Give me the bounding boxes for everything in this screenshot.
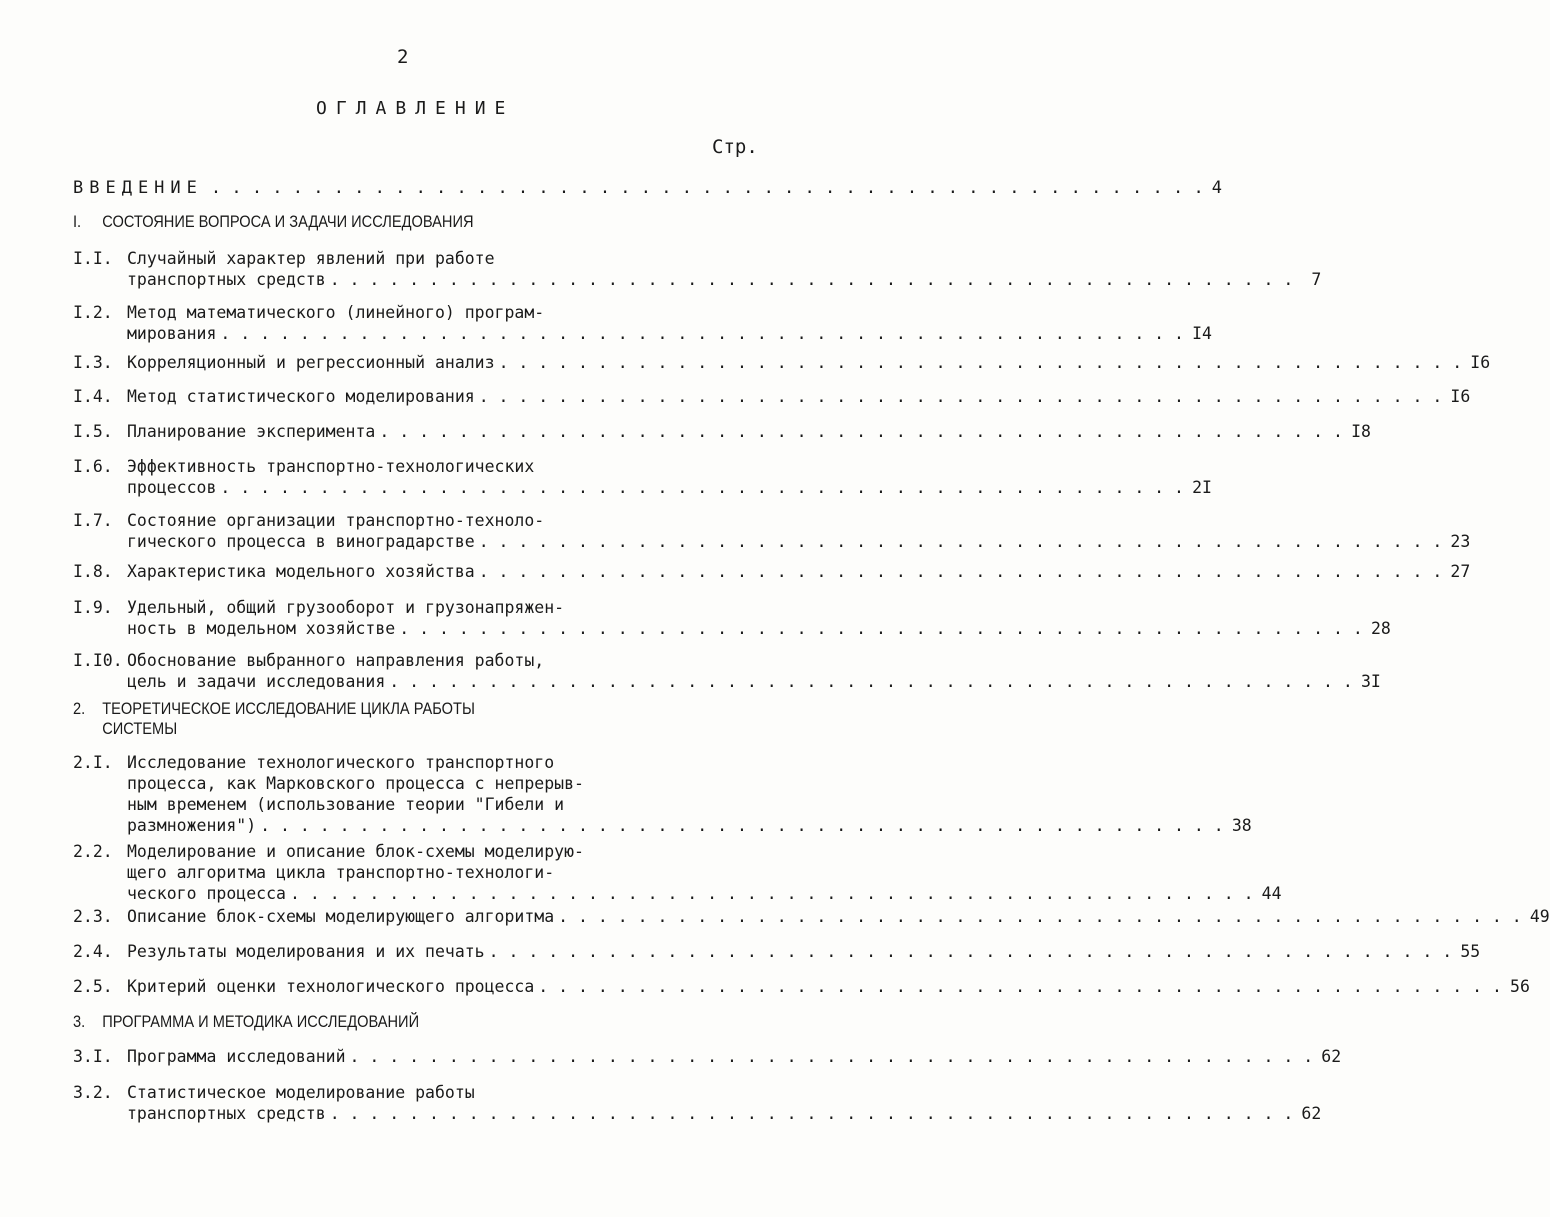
section-title-final-line bbox=[127, 561, 1471, 582]
chapter-2-number: 2. bbox=[73, 699, 86, 718]
chapter-1-title: СОСТОЯНИЕ ВОПРОСА И ЗАДАЧИ ИССЛЕДОВАНИЯ bbox=[102, 212, 474, 231]
toc-entry-line bbox=[73, 773, 756, 794]
toc-entry-line bbox=[73, 386, 1471, 407]
toc-entry-line bbox=[73, 650, 756, 671]
toc-entry bbox=[73, 941, 1481, 962]
dot-leader: . . . . . . . . . . . . . . . . . . . . . . . . . . . . . . . . . . . . . . . . . . . . . . . . . bbox=[349, 1047, 1314, 1066]
chapter-2-title-line2: СИСТЕМЫ bbox=[102, 719, 178, 738]
chapter-3-heading bbox=[73, 1012, 419, 1032]
dot-leader: . . . . . . . . . . . . . . . . . . . . . . . . . . . . . . . . . . . . . . . . . . . . . . . . . bbox=[558, 907, 1522, 926]
toc-entry-line bbox=[73, 1046, 1342, 1067]
toc-entry bbox=[73, 650, 1381, 692]
page-reference: I6 bbox=[1470, 353, 1491, 372]
section-title-text: Статистическое моделирование работы bbox=[127, 1083, 475, 1102]
dot-leader: . . . . . . . . . . . . . . . . . . . . . . . . . . . . . . . . . . . . . . . . . . . . . . . . . bbox=[329, 270, 1294, 289]
section-title-text: щего алгоритма цикла транспортно-технологи- bbox=[127, 863, 555, 882]
toc-entry bbox=[73, 597, 1391, 639]
page-reference: 28 bbox=[1370, 619, 1391, 638]
section-title-text: размножения") bbox=[127, 816, 257, 835]
section-title-text: Случайный характер явлений при работе bbox=[127, 249, 495, 268]
dot-leader: . . . . . . . . . . . . . . . . . . . . . . . . . . . . . . . . . . . . . . . . . . . . . . . . . bbox=[478, 562, 1443, 581]
section-title-text: транспортных средств bbox=[127, 270, 326, 289]
page-column-label: Стр. bbox=[712, 136, 758, 158]
toc-entry bbox=[73, 302, 1212, 344]
section-title-text: Состояние организации транспортно-техноло- bbox=[127, 511, 545, 530]
toc-entry bbox=[73, 248, 1322, 290]
toc-entry bbox=[73, 752, 1252, 836]
toc-entry bbox=[73, 841, 1282, 904]
toc-entry-line bbox=[73, 302, 756, 323]
section-title-text: Эффективность транспортно-технологических bbox=[127, 457, 535, 476]
section-number: I.5. bbox=[73, 422, 113, 441]
page-reference: 49 bbox=[1529, 907, 1550, 926]
toc-entry bbox=[73, 1046, 1342, 1067]
section-title-text: Корреляционный и регрессионный анализ bbox=[127, 353, 495, 372]
section-title-text: цель и задачи исследования bbox=[127, 672, 386, 691]
section-title-text: Обоснование выбранного направления работы, bbox=[127, 651, 545, 670]
section-title-text: ность в модельном хозяйстве bbox=[127, 619, 396, 638]
toc-entry-line bbox=[73, 1082, 756, 1103]
page-reference: 2I bbox=[1192, 478, 1212, 497]
dot-leader: . . . . . . . . . . . . . . . . . . . . . . . . . . . . . . . . . . . . . . . . . . . . . . . . . bbox=[498, 353, 1463, 372]
toc-entry-line bbox=[73, 421, 1371, 442]
toc-entry-line bbox=[73, 618, 1391, 639]
section-title-text: Метод статистического моделирования bbox=[127, 387, 475, 406]
dot-leader: . . . . . . . . . . . . . . . . . . . . . . . . . . . . . . . . . . . . . . . . . . . . . . . . . bbox=[220, 478, 1184, 497]
section-number: 2.5. bbox=[73, 977, 113, 996]
section-title-final-line bbox=[127, 386, 1471, 407]
page-reference: 55 bbox=[1460, 942, 1481, 961]
toc-entry-line bbox=[73, 269, 1322, 290]
toc-entry-line bbox=[73, 815, 1252, 836]
section-title-text: Моделирование и описание блок-схемы моделирую- bbox=[127, 842, 584, 861]
page-reference: I4 bbox=[1192, 324, 1212, 343]
section-title-text: ным временем (использование теории "Гибели и bbox=[127, 795, 565, 814]
toc-entry-line bbox=[73, 352, 1491, 373]
section-title-final-line bbox=[127, 323, 1212, 344]
page-title: ОГЛАВЛЕНИЕ bbox=[316, 98, 515, 119]
section-title-final-line bbox=[127, 671, 1381, 692]
page-number: 2 bbox=[397, 46, 409, 68]
dot-leader: . . . . . . . . . . . . . . . . . . . . . . . . . . . . . . . . . . . . . . . . . . . . . . . . . bbox=[389, 672, 1353, 691]
section-title-text: Результаты моделирования и их печать bbox=[127, 942, 485, 961]
section-title-final-line bbox=[127, 1103, 1322, 1124]
section-title-final-line bbox=[127, 531, 1471, 552]
toc-entry bbox=[73, 1082, 1322, 1124]
toc-entry-line bbox=[73, 841, 756, 862]
toc-entry bbox=[73, 906, 1550, 927]
toc-entry-line bbox=[73, 323, 1212, 344]
section-number: 2.3. bbox=[73, 907, 113, 926]
dot-leader: . . . . . . . . . . . . . . . . . . . . . . . . . . . . . . . . . . . . . . . . . . . . . . . . . bbox=[488, 942, 1453, 961]
section-number: I.8. bbox=[73, 562, 113, 581]
page-reference: I6 bbox=[1450, 387, 1471, 406]
dot-leader: . . . . . . . . . . . . . . . . . . . . . . . . . . . . . . . . . . . . . . . . . . . . . . . . . bbox=[210, 178, 1204, 198]
section-title-final-line bbox=[127, 352, 1491, 373]
toc-entry bbox=[73, 456, 1212, 498]
section-title-final-line bbox=[127, 941, 1481, 962]
chapter-3-title: ПРОГРАММА И МЕТОДИКА ИССЛЕДОВАНИЙ bbox=[102, 1012, 420, 1031]
chapter-3-number: 3. bbox=[73, 1012, 86, 1031]
page-reference: 56 bbox=[1510, 977, 1530, 996]
section-number: 3.2. bbox=[73, 1083, 113, 1102]
dot-leader: . . . . . . . . . . . . . . . . . . . . . . . . . . . . . . . . . . . . . . . . . . . . . . . . . bbox=[220, 324, 1184, 343]
page-reference: 7 bbox=[1311, 270, 1322, 289]
toc-entry bbox=[73, 386, 1471, 407]
dot-leader: . . . . . . . . . . . . . . . . . . . . . . . . . . . . . . . . . . . . . . . . . . . . . . . . . bbox=[478, 387, 1443, 406]
section-title-text: мирования bbox=[127, 324, 217, 343]
section-number: I.7. bbox=[73, 511, 113, 530]
toc-entry-line bbox=[73, 976, 1530, 997]
chapter-1-number: I. bbox=[73, 212, 82, 231]
section-title-final-line bbox=[127, 618, 1391, 639]
toc-entry-line bbox=[73, 1103, 1322, 1124]
section-title-text: Метод математического (линейного) програм- bbox=[127, 303, 545, 322]
dot-leader: . . . . . . . . . . . . . . . . . . . . . . . . . . . . . . . . . . . . . . . . . . . . . . . . . bbox=[379, 422, 1343, 441]
toc-entry bbox=[73, 561, 1471, 582]
section-title-text: Программа исследований bbox=[127, 1047, 346, 1066]
toc-entry-line bbox=[73, 906, 1550, 927]
section-number: 2.4. bbox=[73, 942, 113, 961]
section-title-text: Планирование эксперимента bbox=[127, 422, 376, 441]
section-title-final-line bbox=[127, 883, 1282, 904]
section-title-text: процессов bbox=[127, 478, 217, 497]
toc-entry-line bbox=[73, 794, 756, 815]
page-reference: 62 bbox=[1301, 1104, 1322, 1123]
toc-entry-line bbox=[73, 671, 1381, 692]
toc-intro bbox=[73, 176, 1222, 200]
section-title-text: Исследование технологического транспортного bbox=[127, 753, 555, 772]
section-title-final-line bbox=[127, 815, 1252, 836]
toc-entry-line bbox=[73, 456, 756, 477]
section-title-text: гического процесса в виноградарстве bbox=[127, 532, 475, 551]
toc-entry-line bbox=[73, 510, 756, 531]
section-number: 2.I. bbox=[73, 753, 113, 772]
section-title-final-line bbox=[127, 421, 1371, 442]
toc-entry bbox=[73, 421, 1371, 442]
section-number: I.3. bbox=[73, 353, 113, 372]
section-number: I.9. bbox=[73, 598, 113, 617]
toc-entry-line bbox=[73, 531, 1471, 552]
dot-leader: . . . . . . . . . . . . . . . . . . . . . . . . . . . . . . . . . . . . . . . . . . . . . . . . . bbox=[289, 884, 1254, 903]
intro-label: ВВЕДЕНИЕ bbox=[73, 178, 203, 198]
section-title-text: ческого процесса bbox=[127, 884, 286, 903]
dot-leader: . . . . . . . . . . . . . . . . . . . . . . . . . . . . . . . . . . . . . . . . . . . . . . . . . bbox=[399, 619, 1363, 638]
intro-page: 4 bbox=[1211, 178, 1222, 198]
dot-leader: . . . . . . . . . . . . . . . . . . . . . . . . . . . . . . . . . . . . . . . . . . . . . . . . . bbox=[538, 977, 1502, 996]
section-title-final-line bbox=[127, 1046, 1342, 1067]
toc-entry-line bbox=[73, 862, 756, 883]
page-reference: 38 bbox=[1231, 816, 1252, 835]
toc-entry-line bbox=[73, 248, 756, 269]
page-reference: 27 bbox=[1450, 562, 1471, 581]
section-title-text: транспортных средств bbox=[127, 1104, 326, 1123]
section-title-text: Удельный, общий грузооборот и грузонапряжен- bbox=[127, 598, 565, 617]
section-number: 3.I. bbox=[73, 1047, 113, 1066]
section-title-text: Критерий оценки технологического процесса bbox=[127, 977, 535, 996]
section-number: I.I. bbox=[73, 249, 113, 268]
section-number: 2.2. bbox=[73, 842, 113, 861]
toc-entry bbox=[73, 510, 1471, 552]
dot-leader: . . . . . . . . . . . . . . . . . . . . . . . . . . . . . . . . . . . . . . . . . . . . . . . . . bbox=[478, 532, 1443, 551]
section-title-final-line bbox=[127, 269, 1322, 290]
toc-entry bbox=[73, 976, 1530, 997]
chapter-1-heading bbox=[73, 212, 474, 232]
page-reference: 62 bbox=[1321, 1047, 1342, 1066]
page-reference: I8 bbox=[1351, 422, 1371, 441]
section-number: I.2. bbox=[73, 303, 113, 322]
section-title-final-line bbox=[127, 976, 1530, 997]
toc-entry-line bbox=[73, 477, 1212, 498]
chapter-2-title-line1: ТЕОРЕТИЧЕСКОЕ ИССЛЕДОВАНИЕ ЦИКЛА РАБОТЫ bbox=[102, 699, 475, 718]
section-title-text: Характеристика модельного хозяйства bbox=[127, 562, 475, 581]
toc-entry-line bbox=[73, 597, 756, 618]
section-title-text: процесса, как Марковского процесса с непрерыв- bbox=[127, 774, 584, 793]
toc-entry-line bbox=[73, 941, 1481, 962]
section-title-final-line bbox=[127, 477, 1212, 498]
page-reference: 3I bbox=[1361, 672, 1381, 691]
toc-entry-line bbox=[73, 561, 1471, 582]
section-title-text: Описание блок-схемы моделирующего алгоритма bbox=[127, 907, 555, 926]
section-number: I.6. bbox=[73, 457, 113, 476]
toc-entry-line bbox=[73, 883, 1282, 904]
toc-entry-line bbox=[73, 752, 756, 773]
section-title-final-line bbox=[127, 906, 1550, 927]
dot-leader: . . . . . . . . . . . . . . . . . . . . . . . . . . . . . . . . . . . . . . . . . . . . . . . . . bbox=[260, 816, 1224, 835]
page-reference: 44 bbox=[1261, 884, 1282, 903]
section-number: I.4. bbox=[73, 387, 113, 406]
toc-entry bbox=[73, 352, 1491, 373]
section-number: I.I0. bbox=[73, 651, 123, 670]
chapter-2-heading bbox=[73, 699, 475, 739]
page-reference: 23 bbox=[1450, 532, 1471, 551]
dot-leader: . . . . . . . . . . . . . . . . . . . . . . . . . . . . . . . . . . . . . . . . . . . . . . . . . bbox=[329, 1104, 1294, 1123]
